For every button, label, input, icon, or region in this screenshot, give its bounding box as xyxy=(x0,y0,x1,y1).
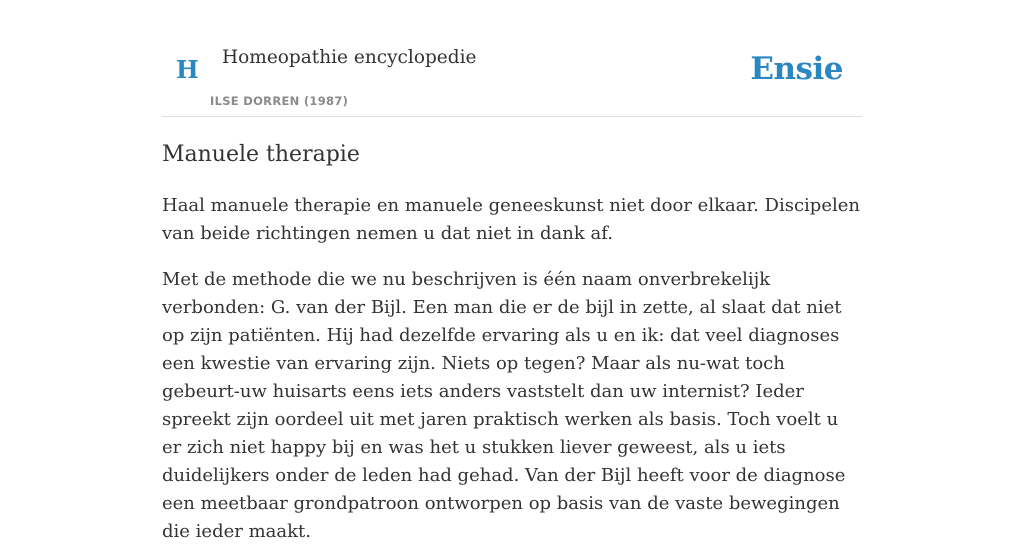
article xyxy=(162,138,862,546)
article-title: Manuele therapie xyxy=(162,142,360,167)
ensie-logo[interactable]: Ensie xyxy=(750,51,843,87)
book-letter-icon: H xyxy=(176,55,199,84)
author-label: ILSE DORREN (1987) xyxy=(210,94,349,108)
book-title-link[interactable]: Homeopathie encyclopedie xyxy=(222,47,477,68)
header xyxy=(162,0,862,117)
article-paragraph-2: Met de methode die we nu beschrijven is één naam onverbrekelijk verbonden: G. van der Bijl. Een man die er de bijl in zette, al slaat dat niet op zijn patiënten. Hij had dezelfde ervaring als u en ik: dat veel diagnoses een kwestie van ervaring zijn. Niets op tegen? Maar als nu-wat toch gebeurt-uw huisarts eens iets anders vaststelt dan uw internist? Ieder spreekt zijn oordeel uit met jaren praktisch werken als basis. Toch voelt u er zich niet happy bij en was het u stukken liever geweest, als u iets duidelijkers onder de leden had gehad. Van der Bijl heeft voor de diagnose een meetbaar grondpatroon ontworpen op basis van de vaste bewegingen die ieder maakt. xyxy=(162,269,846,542)
article-paragraph-1: Haal manuele therapie en manuele geneeskunst niet door elkaar. Discipelen van beide richtingen nemen u dat niet in dank af. xyxy=(162,195,860,244)
